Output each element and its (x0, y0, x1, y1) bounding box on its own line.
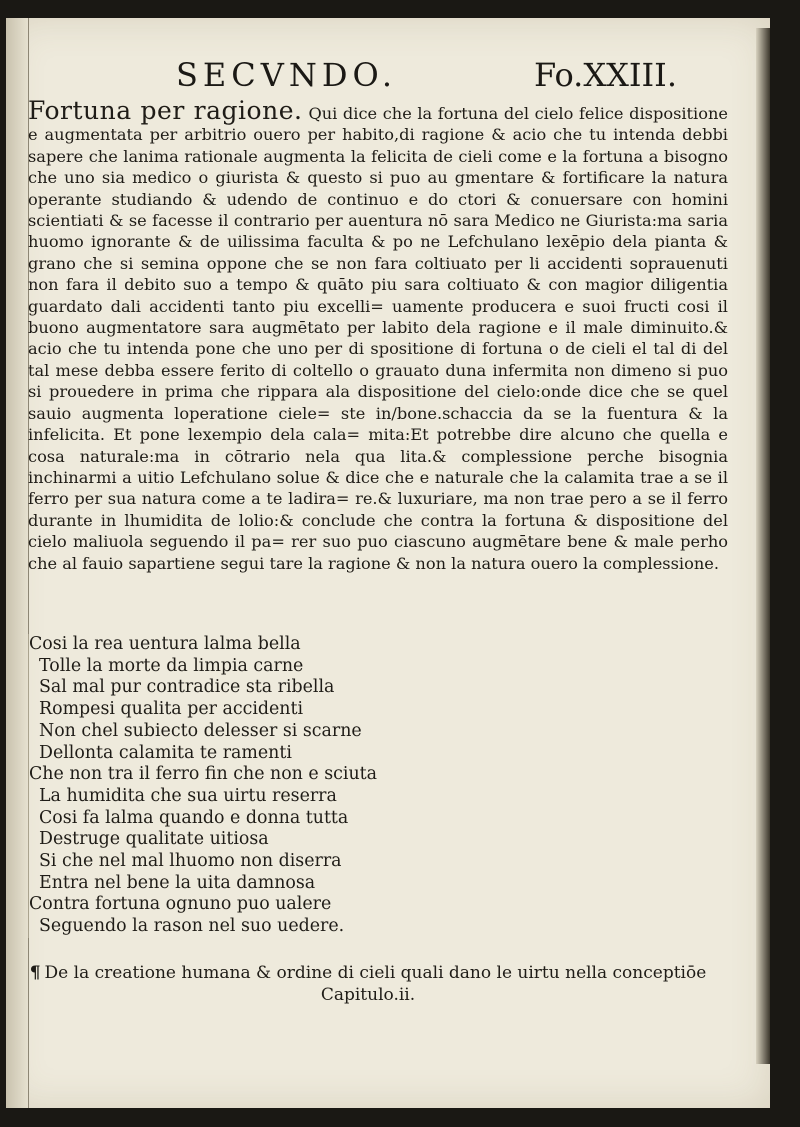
verse-line: Dellonta calamita te ramenti (39, 742, 292, 763)
section-heading: Fortuna per ragione. (28, 96, 303, 125)
verse-line: Entra nel bene la uita damnosa (39, 872, 316, 893)
verse-line: Che non tra il ferro fin che non e sciuta (29, 764, 378, 785)
verse-line: Tolle la morte da limpia carne (39, 655, 304, 676)
verse-line: Contra fortuna ognuno puo ualere (29, 894, 332, 915)
verse-stanza (28, 634, 469, 938)
chapter-number: Capitulo.ii. (320, 985, 416, 1005)
chapter-heading (28, 962, 708, 1006)
running-head (6, 48, 770, 98)
verse-line: Non chel subiecto delesser si scarne (39, 720, 362, 741)
chapter-title-line: De la creatione humana & ordine di cieli quali dano le uirtu nella conceptiōe (44, 963, 707, 983)
running-head-title: SECVNDO. (176, 56, 398, 94)
folio-number: Fo.XXIII. (534, 56, 677, 94)
pilcrow-icon: ¶ (29, 963, 41, 983)
verse-line: Seguendo la rason nel suo uedere. (39, 916, 345, 937)
commentary-paragraph (28, 96, 728, 574)
binding-gutter (6, 18, 29, 1108)
commentary-text: Qui dice che la fortuna del cielo felice dispositione e augmentata per arbitrio ouero per habito,di ragione & acio che tu intenda debbi sapere che lanima rationale augmenta la felicita de cieli come e la fortuna a bisogno che uno sia medico o giurista & questo si puo au gmentare & fortificare la natura operante studiando & udendo de continuo e do ctori & conuersare con homini scientiati & se facesse il contrario per auentura nō sara Medico ne Giurista:ma saria huomo ignorante & de uilissima faculta & po ne Lefchulano lexēpio dela pianta & grano che si semina oppone che se non fara coltiuato per li accidenti soprauenuti non fara il debito suo a tempo & quāto piu sara coltiuato & con magior diligentia guardato dali accidenti tanto piu excelli= uamente producera e suoi fructi cosi il buono augmentatore sara augmētato per labito dela ragione e il male diminuito.& acio che tu intenda pone che uno per di spositione di fortuna o de cieli el tal di del tal mese debba essere ferito di coltello o grauato duna infermita non dimeno si puo si prouedere in prima che rippara ala dispositione del cielo:onde dice che se quel sauio augmenta loperatione ciele= ste in/bone.schaccia da se la fuentura & la infelicita. Et pone lexempio dela cala= mita:Et potrebbe dire alcuno che quella e cosa naturale:ma in cōtrario nela qua lita.& complessione perche bisognia inchinarmi a uitio Lefchulano solue & dice che e naturale che la calamita trae a se il ferro per sua natura come a te ladira= re.& luxuriare, ma non trae pero a se il ferro durante in lhumidita de lolio:& conclude che contra la fortuna & dispositione del cielo maliuola seguendo il pa= rer suo puo ciascuno augmētare bene & male perho che al fauio sapartiene segui tare la ragione & non la natura ouero la complessione. (28, 104, 728, 573)
verse-line: Sal mal pur contradice sta ribella (39, 677, 335, 698)
verse-line: Rompesi qualita per accidenti (39, 699, 304, 720)
verse-line: Destruge qualitate uitiosa (39, 829, 269, 850)
verse-line: La humidita che sua uirtu reserra (39, 785, 337, 806)
verse-line: Cosi la rea uentura lalma bella (29, 634, 301, 654)
page-edge (756, 28, 770, 1064)
verse-line: Si che nel mal lhuomo non diserra (39, 851, 342, 872)
book-page (6, 18, 770, 1108)
verse-line: Cosi fa lalma quando e donna tutta (39, 807, 349, 828)
